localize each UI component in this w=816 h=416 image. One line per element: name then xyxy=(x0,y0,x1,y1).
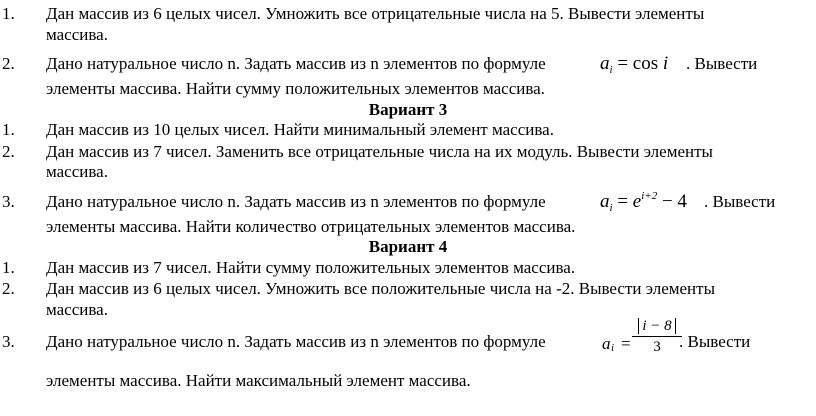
formula-subscript: i xyxy=(609,64,613,76)
task-text: элементы массива. Найти количество отрицательных элементов массива. xyxy=(46,217,576,236)
fraction-denominator: 3 xyxy=(653,339,661,355)
formula-power: i+2 xyxy=(641,190,658,202)
task-number: 3. xyxy=(2,192,15,211)
task-text: Дано натуральное число n. Задать массив из n элементов по формуле xyxy=(46,332,546,351)
task-number: 1. xyxy=(2,258,15,277)
task-text: Дан массив из 10 целых чисел. Найти минимальный элемент массива. xyxy=(46,120,554,139)
formula-base: e xyxy=(632,191,642,212)
task-text: . Вывести xyxy=(704,192,776,211)
formula-equals: = xyxy=(621,334,631,353)
task-text: элементы массива. Найти максимальный элемент массива. xyxy=(46,371,471,390)
formula-function: cos xyxy=(632,53,659,74)
fraction-numerator: i − 8 xyxy=(638,318,675,334)
formula-lhs: a xyxy=(600,191,610,212)
task-text: Дан массив из 6 целых чисел. Умножить все отрицательные числа на 5. Вывести элементы xyxy=(46,4,705,23)
task-number: 2. xyxy=(2,279,15,298)
task-text: массива. xyxy=(46,162,108,181)
formula-argument: i xyxy=(662,53,669,74)
formula-lhs: a xyxy=(600,53,610,74)
formula-lhs: a xyxy=(602,334,611,353)
task-number: 1. xyxy=(2,120,15,139)
task-number: 1. xyxy=(2,4,15,23)
formula-subscript: i xyxy=(611,342,615,354)
variant-heading: Вариант 4 xyxy=(368,237,448,256)
fraction xyxy=(632,318,682,356)
variant-heading: Вариант 3 xyxy=(368,100,448,119)
task-text: . Вывести xyxy=(686,54,758,73)
formula-fraction xyxy=(602,320,682,366)
task-text: Дано натуральное число n. Задать массив из n элементов по формуле xyxy=(46,192,546,211)
formula-equals: = xyxy=(617,53,629,74)
task-text: Дан массив из 7 чисел. Заменить все отрицательные числа на их модуль. Вывести элементы xyxy=(46,142,713,161)
task-number: 2. xyxy=(2,54,15,73)
task-text: Дан массив из 7 чисел. Найти сумму положительных элементов массива. xyxy=(46,258,576,277)
task-text: . Вывести xyxy=(679,332,751,351)
task-number: 2. xyxy=(2,142,15,161)
formula-subscript: i xyxy=(609,202,613,214)
formula-cos xyxy=(600,53,668,76)
task-text: Дан массив из 6 целых чисел. Умножить все положительные числа на -2. Вывести элементы xyxy=(46,279,715,298)
formula-equals: = xyxy=(617,191,629,212)
task-text: элементы массива. Найти сумму положительных элементов массива. xyxy=(46,79,545,98)
formula-rest: − 4 xyxy=(661,191,687,212)
task-number: 3. xyxy=(2,332,15,351)
formula-exponent xyxy=(600,190,687,214)
task-text: Дано натуральное число n. Задать массив из n элементов по формуле xyxy=(46,54,546,73)
task-text: массива. xyxy=(46,25,108,44)
task-text: массива. xyxy=(46,300,108,319)
